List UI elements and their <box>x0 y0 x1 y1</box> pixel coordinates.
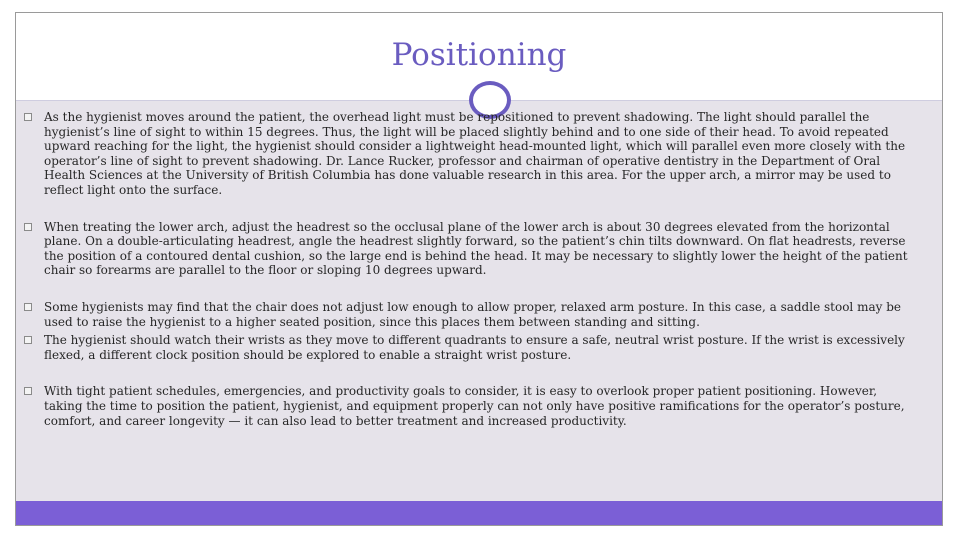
bullet-item <box>24 333 914 362</box>
bullet-text: The hygienist should watch their wrists as they move to different quadrants to ensure a safe, neutral wrist posture. If the wrist is excessively flexed, a different clock position should be explored to enable a straight wrist posture. <box>44 333 905 362</box>
square-bullet-icon <box>24 223 32 231</box>
square-bullet-icon <box>24 113 32 121</box>
bullet-text: Some hygienists may find that the chair does not adjust low enough to allow proper, relaxed arm posture. In this case, a saddle stool may be used to raise the hygienist to a higher seated position, since this places them between standing and sitting. <box>44 299 901 329</box>
slide-title: Positioning <box>391 37 567 73</box>
bullet-text: As the hygienist moves around the patient, the overhead light must be repositioned to prevent shadowing. The light should parallel the hygienist’s line of sight to within 15 degrees. Thus, the light will be placed slightly behind and to one side of their head. To avoid repeated upward reaching for the light, the hygienist should consider a lightweight head-mounted light, which will parallel even more closely with the operator’s line of sight to prevent shadowing. Dr. Lance Rucker, professor and chairman of operative dentistry in the Department of Oral Health Sciences at the University of British Columbia has done valuable research in this area. For the upper arch, a mirror may be used to reflect light onto the surface. <box>44 110 906 197</box>
square-bullet-icon <box>24 336 32 344</box>
bullet-item <box>24 300 914 329</box>
square-bullet-icon <box>24 303 32 311</box>
bullet-item <box>24 110 914 198</box>
bullet-item <box>24 384 914 428</box>
bullet-text: When treating the lower arch, adjust the headrest so the occlusal plane of the lower arch is about 30 degrees elevated from the horizontal plane. On a double-articulating headrest, angle the headrest slightly forward, so the patient’s chin tilts downward. On flat headrests, reverse the position of a contoured dental cushion, so the large end is behind the head. It may be necessary to slightly lower the height of the patient chair so forearms are parallel to the floor or sloping 10 degrees upward. <box>44 219 908 278</box>
footer-bar <box>16 501 942 525</box>
square-bullet-icon <box>24 387 32 395</box>
bullet-list <box>24 110 914 428</box>
bullet-text: With tight patient schedules, emergencies, and productivity goals to consider, it is easy to overlook proper patient positioning. However, taking the time to position the patient, hygienist, and equipment properly can not only have positive ramifications for the operator’s posture, comfort, and career longevity — it can also lead to better treatment and increased productivity. <box>44 384 905 428</box>
bullet-item <box>24 220 914 278</box>
